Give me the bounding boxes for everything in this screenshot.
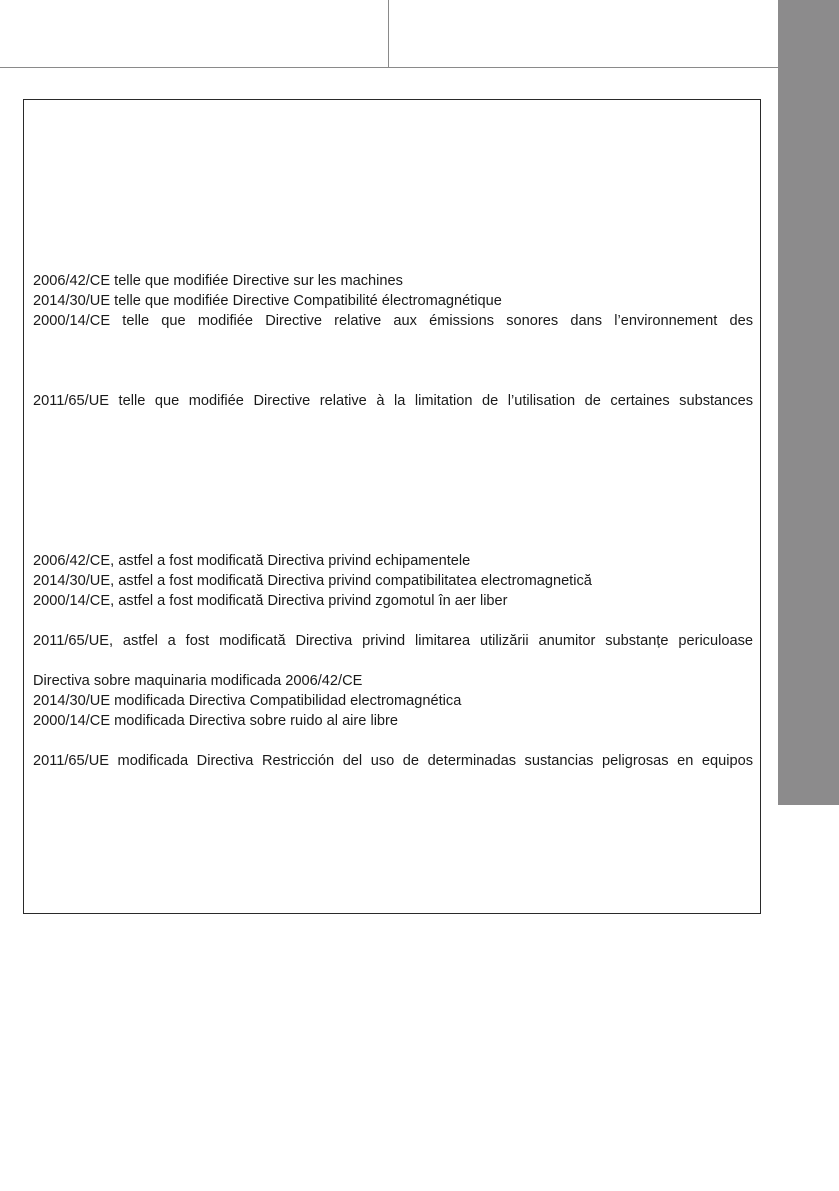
header-divider bbox=[388, 0, 389, 68]
ro-noise-directive: 2000/14/CE, astfel a fost modificată Directiva privind zgomotul în aer liber bbox=[33, 593, 508, 609]
es-machinery-directive: Directiva sobre maquinaria modificada 2006/42/CE bbox=[33, 673, 363, 689]
ro-emc-directive: 2014/30/UE, astfel a fost modificată Directiva privind compatibilitatea electromagnetică bbox=[33, 573, 592, 589]
header-rule bbox=[0, 67, 778, 68]
fr-machinery-directive: 2006/42/CE telle que modifiée Directive sur les machines bbox=[33, 273, 403, 289]
es-emc-directive: 2014/30/UE modificada Directiva Compatibilidad electromagnética bbox=[33, 693, 462, 709]
declaration-box bbox=[23, 99, 761, 914]
ro-rohs-directive: 2011/65/UE, astfel a fost modificată Directiva privind limitarea utilizării anumitor substanțe periculoase bbox=[33, 633, 753, 649]
es-rohs-directive: 2011/65/UE modificada Directiva Restricción del uso de determinadas sustancias peligrosas en equipos bbox=[33, 753, 753, 769]
es-noise-directive: 2000/14/CE modificada Directiva sobre ruido al aire libre bbox=[33, 713, 399, 729]
ro-machinery-directive: 2006/42/CE, astfel a fost modificată Directiva privind echipamentele bbox=[33, 553, 471, 569]
fr-rohs-directive: 2011/65/UE telle que modifiée Directive relative à la limitation de l’utilisation de certaines substances bbox=[33, 393, 753, 409]
fr-noise-directive: 2000/14/CE telle que modifiée Directive relative aux émissions sonores dans l’environnement des bbox=[33, 313, 753, 329]
side-language-tab bbox=[778, 0, 839, 805]
fr-emc-directive: 2014/30/UE telle que modifiée Directive Compatibilité électromagnétique bbox=[33, 293, 502, 309]
